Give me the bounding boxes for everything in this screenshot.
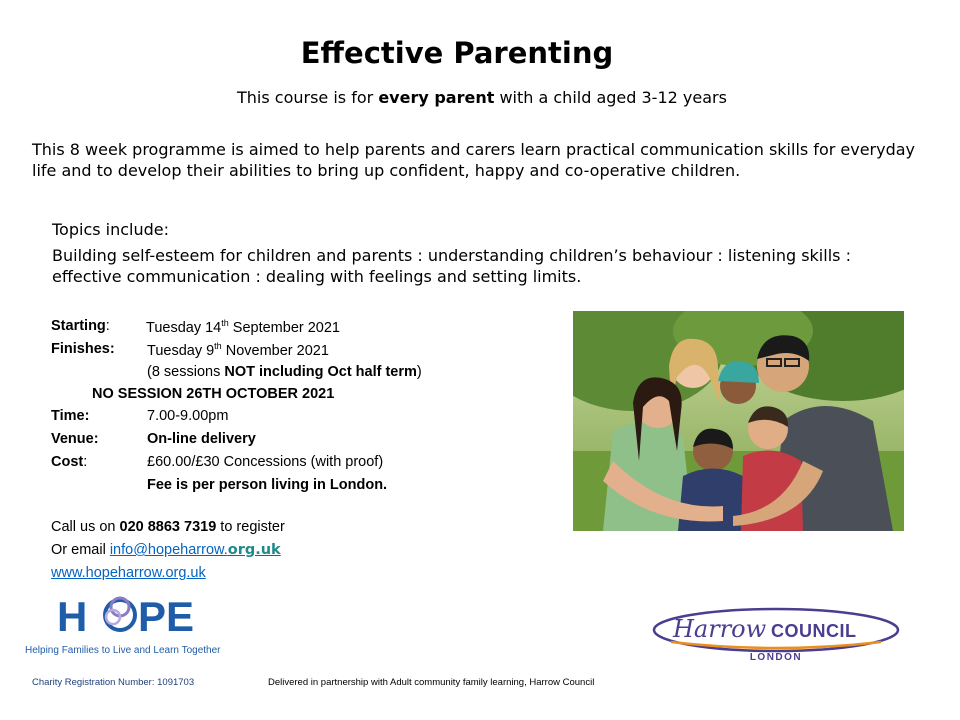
starting-row: Starting: — [51, 318, 110, 334]
website-row — [51, 565, 206, 581]
family-photo — [573, 311, 904, 531]
harrow-council-logo — [651, 606, 901, 664]
finishes-date: Tuesday 9th November 2021 — [147, 341, 329, 359]
time-label: Time: — [51, 408, 90, 424]
page-title: Effective Parenting — [300, 36, 614, 70]
no-session-notice: NO SESSION 26TH OCTOBER 2021 — [92, 386, 335, 402]
venue-value: On-line delivery — [147, 431, 256, 447]
partnership-note: Delivered in partnership with Adult community family learning, Harrow Council — [268, 677, 595, 688]
council-logo-harrow: Harrow — [673, 615, 767, 643]
intro-paragraph: This 8 week programme is aimed to help parents and carers learn practical communication skills for everyday life and to develop their abilities to bring up confident, happy and co-operative children. — [32, 140, 916, 180]
venue-label: Venue: — [51, 431, 99, 447]
phone-number: 020 8863 7319 — [119, 519, 217, 535]
sessions-note: (8 sessions NOT including Oct half term) — [147, 364, 422, 380]
time-value: 7.00-9.00pm — [147, 408, 229, 424]
topics-list: Building self-esteem for children and parents : understanding children’s behaviour : listening skills : effective communication : dealing with feelings and setting limits. — [52, 246, 851, 286]
hope-logo-h: H — [57, 593, 88, 640]
harrow-council-mark — [651, 606, 901, 664]
email-link[interactable]: info@hopeharrow.org.uk — [109, 542, 281, 558]
council-logo-council: COUNCIL — [771, 621, 857, 641]
starting-date: Tuesday 14th September 2021 — [146, 318, 340, 336]
audience-line: This course is for every parent with a child aged 3-12 years — [237, 88, 727, 107]
cost-value: £60.00/£30 Concessions (with proof) — [147, 454, 384, 470]
call-line: Call us on 020 8863 7319 to register — [51, 519, 285, 535]
charity-number: Charity Registration Number: 1091703 — [32, 677, 195, 688]
website-link[interactable]: www.hopeharrow.org.uk — [51, 565, 206, 581]
council-logo-london: LONDON — [749, 652, 803, 663]
family-illustration — [573, 311, 904, 531]
hope-logo-pe: PE — [138, 593, 195, 640]
topics-heading: Topics include: — [52, 220, 170, 239]
finishes-label: Finishes: — [51, 341, 115, 357]
hope-tagline: Helping Families to Live and Learn Together — [25, 645, 221, 656]
fee-note: Fee is per person living in London. — [147, 477, 388, 493]
cost-label: Cost: — [51, 454, 88, 470]
email-line: Or email info@hopeharrow.org.uk — [51, 542, 281, 558]
